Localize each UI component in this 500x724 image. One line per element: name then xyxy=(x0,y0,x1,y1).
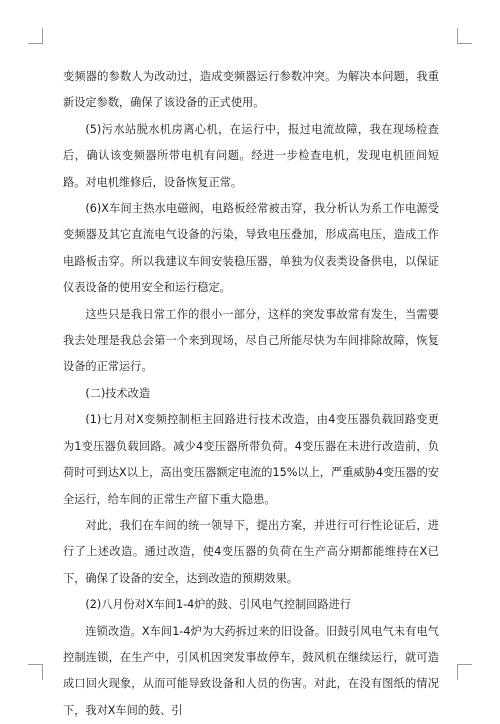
paragraph-item-6: (6)X车间主热水电磁阀，电路板经常被击穿，我分析认为系工作电源受变频器及其它直流电气设备的污染，导致电压叠加，形成高电压，造成工作电路板击穿。所以我建议车间安装稳压器，单独为仪表类设备供电，以保证仪表设备的使用安全和运行稳定。 xyxy=(63,202,439,295)
crop-mark-top-right xyxy=(457,43,472,44)
paragraph-item-5: (5)污水站脱水机房离心机，在运行中，报过电流故障，我在现场检查后，确认该变频器所带电机有问题。经进一步检查电机，发现电机匝间短路。对电机维修后，设备恢复正常。 xyxy=(63,122,439,189)
paragraph-continued: 变频器的参数人为改动过，造成变频器运行参数冲突。为解决本问题，我重新设定参数，确保了该设备的正式使用。 xyxy=(63,70,439,110)
document-body xyxy=(63,64,439,724)
crop-mark-top-right xyxy=(457,28,458,44)
paragraph-item-2-title: (2)八月份对X车间1-4炉的鼓、引风电气控制回路进行 xyxy=(85,598,351,612)
paragraph-result: 对此，我们在车间的统一领导下，提出方案，并进行可行性论证后，进行了上述改造。通过改造，使4变压器的负荷在生产高分期都能维持在X已下，确保了设备的安全，达到改造的预期效果。 xyxy=(63,518,439,585)
crop-mark-top-left xyxy=(42,28,43,44)
crop-mark-bottom-left xyxy=(28,664,43,665)
section-heading: (二)技术改造 xyxy=(85,386,151,400)
paragraph-summary: 这些只是我日常工作的很小一部分，这样的突发事故常有发生，当需要我去处理是我总会第一个来到现场，尽自己所能尽快为车间排除故障，恢复设备的正常运行。 xyxy=(63,307,439,374)
crop-mark-top-left xyxy=(28,43,43,44)
crop-mark-bottom-left xyxy=(42,664,43,680)
paragraph-item-1: (1)七月对X变频控制柜主回路进行技术改造，由4变压器负载回路变更为1变压器负载回路。减少4变压器所带负荷。4变压器在未进行改造前，负荷时可到达X以上，高出变压器额定电流的15%以上，严重威胁4变压器的安全运行，给车间的正常生产留下重大隐患。 xyxy=(63,413,439,506)
crop-mark-bottom-right xyxy=(457,664,458,680)
paragraph-item-2-body: 连锁改造。X车间1-4炉为大药拆过来的旧设备。旧鼓引风电气未有电气控制连锁，在生产中，引风机因突发事故停车，鼓风机在继续运行，就可造成口回火现象，从而可能导致设备和人员的伤害。对此，在没有图纸的情况下，我对X车间的鼓、引 xyxy=(63,624,439,717)
crop-mark-bottom-right xyxy=(457,664,472,665)
